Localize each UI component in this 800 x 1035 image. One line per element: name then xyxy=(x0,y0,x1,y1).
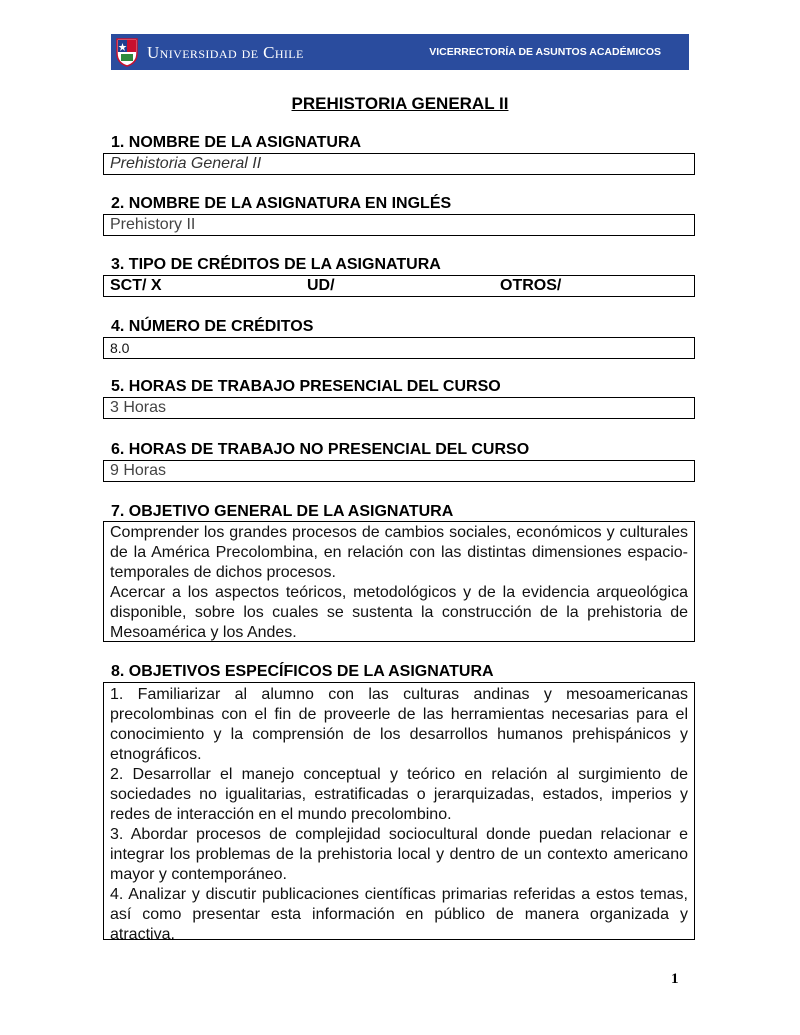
university-name: Universidad de Chile xyxy=(147,43,304,62)
section-2-box xyxy=(103,214,695,236)
section-4-box xyxy=(103,337,695,359)
section-8-heading: 8. OBJETIVOS ESPECÍFICOS DE LA ASIGNATURA xyxy=(111,663,494,680)
section-3-heading: 3. TIPO DE CRÉDITOS DE LA ASIGNATURA xyxy=(111,256,441,273)
section-1-box xyxy=(103,153,695,175)
specific-objective-item: 2. Desarrollar el manejo conceptual y teórico en relación al surgimiento de sociedades no igualitarias, estratificadas o jerarquizadas, estados, imperios y redes de interacción en el mundo precolombino. xyxy=(110,766,688,823)
credits-number-value: 8.0 xyxy=(110,340,130,356)
section-6-box xyxy=(103,460,695,482)
credit-type-sct: SCT/ X xyxy=(110,277,162,294)
credit-types-row xyxy=(110,276,688,296)
course-name-value: Prehistoria General II xyxy=(110,155,262,172)
section-5-heading: 5. HORAS DE TRABAJO PRESENCIAL DEL CURSO xyxy=(111,378,501,395)
section-7-box xyxy=(103,521,695,642)
general-objective-paragraph: Acercar a los aspectos teóricos, metodológicos y de la evidencia arqueológica disponible, sobre los cuales se sustenta la construcción de la prehistoria de Mesoamérica y los Andes. xyxy=(110,584,688,641)
non-presential-hours-value: 9 Horas xyxy=(110,462,167,479)
header-banner xyxy=(111,34,689,70)
section-4-heading: 4. NÚMERO DE CRÉDITOS xyxy=(111,318,314,335)
credit-type-otros: OTROS/ xyxy=(500,277,562,294)
section-1-heading: 1. NOMBRE DE LA ASIGNATURA xyxy=(111,134,362,151)
section-3-box xyxy=(103,275,695,297)
vicerrectoria-label: VICERRECTORÍA DE ASUNTOS ACADÉMICOS xyxy=(429,46,661,58)
specific-objective-item: 3. Abordar procesos de complejidad sociocultural donde puedan relacionar e integrar los problemas de la prehistoria local y dentro de un contexto americano mayor y contemporáneo. xyxy=(110,826,688,883)
section-5-box xyxy=(103,397,695,419)
section-8-box xyxy=(103,682,695,943)
section-7-heading: 7. OBJETIVO GENERAL DE LA ASIGNATURA xyxy=(111,503,454,520)
document-title: PREHISTORIA GENERAL II xyxy=(291,94,509,113)
section-2-heading: 2. NOMBRE DE LA ASIGNATURA EN INGLÉS xyxy=(111,195,452,212)
specific-objective-item: 4. Analizar y discutir publicaciones científicas primarias referidas a estos temas, así como presentar esta información en público de manera organizada y atractiva. xyxy=(110,886,688,943)
credit-type-ud: UD/ xyxy=(307,277,335,294)
section-6-heading: 6. HORAS DE TRABAJO NO PRESENCIAL DEL CURSO xyxy=(111,441,530,458)
presential-hours-value: 3 Horas xyxy=(110,399,167,416)
university-crest-icon xyxy=(115,37,139,67)
general-objective-paragraph: Comprender los grandes procesos de cambios sociales, económicos y culturales de la América Precolombina, en relación con las distintas dimensiones espacio-temporales de dichos procesos. xyxy=(110,524,688,581)
page-number: 1 xyxy=(671,971,679,987)
course-name-english-value: Prehistory II xyxy=(110,216,196,233)
specific-objective-item: 1. Familiarizar al alumno con las culturas andinas y mesoamericanas precolombinas con el fin de proveerle de las herramientas necesarias para el conocimiento y la comprensión de los desarrollos humanos prehispánicos y etnográficos. xyxy=(110,686,688,763)
